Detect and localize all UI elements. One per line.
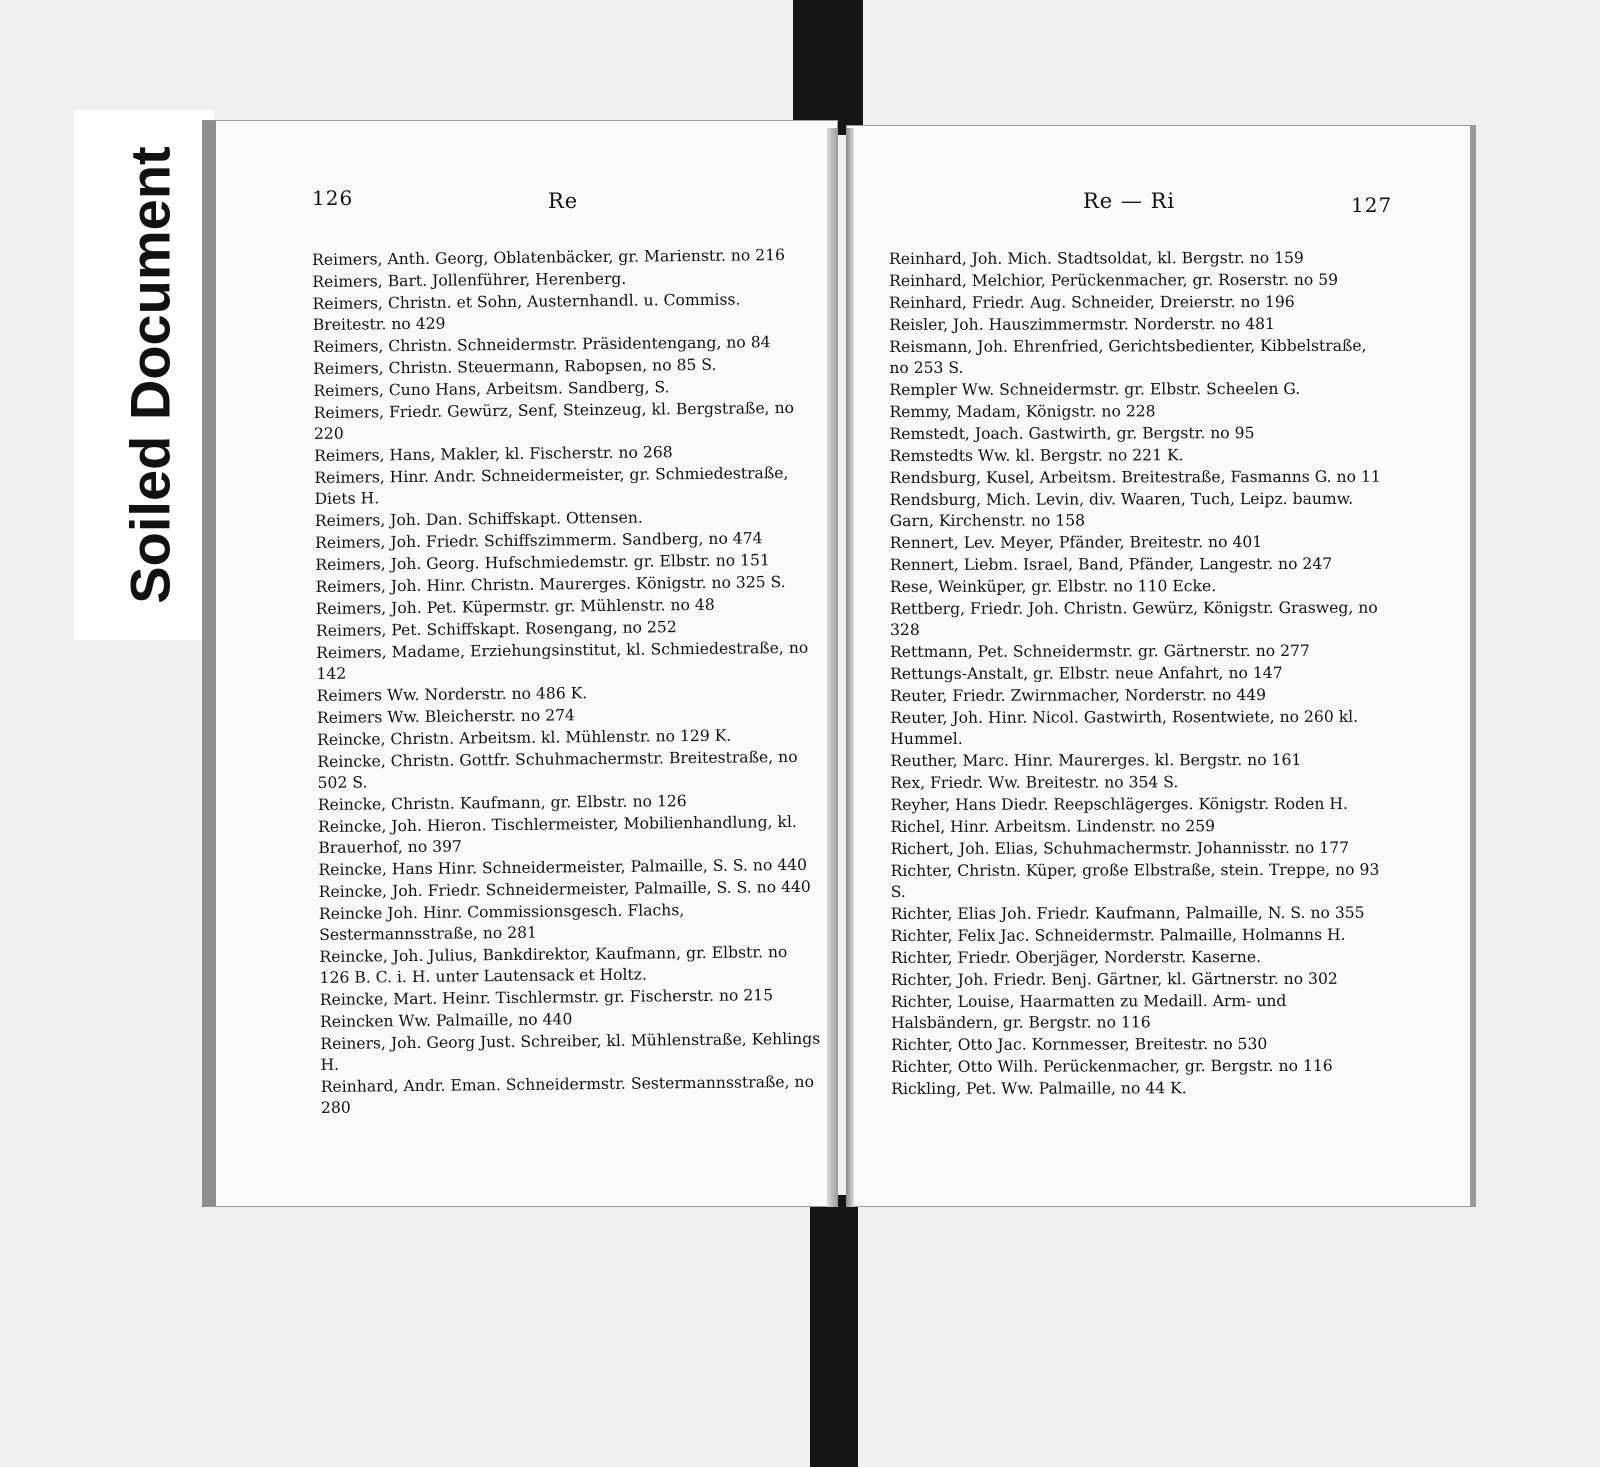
- binding-strip-top: [793, 0, 863, 135]
- left-page-number: 126: [312, 186, 354, 210]
- directory-entry: Reincke, Christn. Kaufmann, gr. Elbstr. no 126: [317, 792, 687, 814]
- right-page-number: 127: [1351, 193, 1393, 217]
- directory-entry: Richter, Christn. Küper, große Elbstraße, stein. Treppe, no 93 S.: [890, 860, 1380, 901]
- directory-entry: Richter, Louise, Haarmatten zu Medaill. Arm- und Halsbändern, gr. Bergstr. no 116: [890, 991, 1287, 1032]
- directory-entry: Rex, Friedr. Ww. Breitestr. no 354 S.: [890, 773, 1179, 792]
- directory-entry: Reimers, Christn. Schneidermstr. Präsidentengang, no 84: [312, 333, 771, 356]
- right-directory-entries: [889, 248, 1391, 1101]
- directory-entry: Rickling, Pet. Ww. Palmaille, no 44 K.: [891, 1079, 1187, 1098]
- directory-entry: Remmy, Madam, Königstr. no 228: [889, 402, 1156, 421]
- directory-entry: Reimers, Christn. Steuermann, Rabopsen, no 85 S.: [313, 355, 717, 378]
- directory-entry: Remstedt, Joach. Gastwirth, gr. Bergstr. no 95: [889, 424, 1255, 443]
- directory-entry: Rettungs-Anstalt, gr. Elbstr. neue Anfahrt, no 147: [890, 663, 1283, 683]
- directory-entry: Rendsburg, Mich. Levin, div. Waaren, Tuch, Leipz. baumw. Garn, Kirchenstr. no 158: [889, 489, 1354, 530]
- directory-entry: Reimers, Hinr. Andr. Schneidermeister, gr. Schmiedestraße, Diets H.: [314, 464, 789, 508]
- directory-entry: Reimers, Joh. Dan. Schiffskapt. Ottensen.: [314, 508, 643, 530]
- binding-strip-bottom: [810, 1195, 858, 1467]
- directory-entry: Reimers, Christn. et Sohn, Austernhandl. u. Commiss. Breitestr. no 429: [312, 290, 741, 334]
- directory-entry: Reimers Ww. Bleicherstr. no 274: [316, 706, 576, 727]
- directory-entry: Reincke, Joh. Julius, Bankdirektor, Kaufmann, gr. Elbstr. no 126 B. C. i. H. unter Lautensack et Holtz.: [319, 943, 788, 987]
- directory-entry: Rettmann, Pet. Schneidermstr. gr. Gärtnerstr. no 277: [890, 641, 1310, 661]
- directory-entry: Reincke, Hans Hinr. Schneidermeister, Palmaille, S. S. no 440: [318, 855, 808, 879]
- directory-entry: Rempler Ww. Schneidermstr. gr. Elbstr. Scheelen G.: [889, 379, 1301, 399]
- gutter-shadow-left: [827, 128, 838, 1207]
- directory-entry: Reimers, Hans, Makler, kl. Fischerstr. no 268: [314, 443, 673, 465]
- directory-entry: Reiners, Joh. Georg Just. Schreiber, kl. Mühlenstraße, Kehlings H.: [320, 1029, 821, 1074]
- directory-entry: Richter, Otto Wilh. Perückenmacher, gr. Bergstr. no 116: [891, 1056, 1333, 1076]
- directory-entry: Reimers, Joh. Georg. Hufschmiedemstr. gr. Elbstr. no 151: [315, 551, 770, 574]
- directory-entry: Reincke, Joh. Friedr. Schneidermeister, Palmaille, S. S. no 440: [318, 877, 811, 901]
- directory-entry: Richert, Joh. Elias, Schuhmachermstr. Johannisstr. no 177: [890, 838, 1350, 858]
- directory-entry: Reincke, Mart. Heinr. Tischlermstr. gr. Fischerstr. no 215: [319, 986, 774, 1009]
- directory-entry: Reinhard, Joh. Mich. Stadtsoldat, kl. Bergstr. no 159: [889, 248, 1304, 268]
- directory-entry: Richter, Elias Joh. Friedr. Kaufmann, Palmaille, N. S. no 355: [890, 903, 1365, 923]
- directory-entry: Reincke, Christn. Gottfr. Schuhmachermstr. Breitestraße, no 502 S.: [317, 747, 798, 792]
- directory-entry: Reimers Ww. Norderstr. no 486 K.: [316, 684, 588, 705]
- directory-entry: Richter, Joh. Friedr. Benj. Gärtner, kl. Gärtnerstr. no 302: [890, 969, 1338, 989]
- directory-entry: Reincke Joh. Hinr. Commissionsgesch. Flachs, Sestermannsstraße, no 281: [318, 901, 685, 944]
- directory-entry: Reuter, Joh. Hinr. Nicol. Gastwirth, Rosentwiete, no 260 kl. Hummel.: [890, 707, 1359, 748]
- directory-entry: Reuther, Marc. Hinr. Maurerges. kl. Bergstr. no 161: [890, 750, 1302, 770]
- gutter-shadow-right: [846, 128, 854, 1207]
- directory-entry: Richter, Felix Jac. Schneidermstr. Palmaille, Holmanns H.: [890, 925, 1346, 945]
- soiled-document-stamp: Soiled Document: [118, 146, 182, 604]
- directory-entry: Reincke, Joh. Hieron. Tischlermeister, Mobilienhandlung, kl. Brauerhof, no 397: [317, 812, 797, 857]
- directory-entry: Reimers, Friedr. Gewürz, Senf, Steinzeug, kl. Bergstraße, no 220: [313, 398, 795, 443]
- directory-entry: Rennert, Liebm. Israel, Band, Pfänder, Langestr. no 247: [889, 554, 1333, 574]
- left-page-header: Re: [548, 189, 579, 213]
- directory-entry: Reimers, Madame, Erziehungsinstitut, kl. Schmiedestraße, no 142: [316, 638, 809, 683]
- directory-entry: Reimers, Joh. Friedr. Schiffszimmerm. Sandberg, no 474: [314, 529, 763, 552]
- directory-entry: Reimers, Pet. Schiffskapt. Rosengang, no 252: [315, 618, 677, 640]
- directory-entry: Reisler, Joh. Hauszimmermstr. Norderstr. no 481: [889, 314, 1275, 334]
- directory-entry: Reimers, Joh. Pet. Küpermstr. gr. Mühlenstr. no 48: [315, 595, 715, 618]
- directory-entry: Reuter, Friedr. Zwirnmacher, Norderstr. no 449: [890, 686, 1267, 705]
- directory-entry: Reimers, Bart. Jollenführer, Herenberg.: [312, 269, 627, 291]
- directory-entry: Reismann, Joh. Ehrenfried, Gerichtsbedienter, Kibbelstraße, no 253 S.: [889, 336, 1367, 377]
- directory-entry: Reinhard, Andr. Eman. Schneidermstr. Sestermannsstraße, no 280: [320, 1072, 815, 1117]
- directory-entry: Rennert, Lev. Meyer, Pfänder, Breitestr. no 401: [889, 533, 1263, 552]
- directory-entry: Reincke, Christn. Arbeitsm. kl. Mühlenstr. no 129 K.: [317, 726, 732, 749]
- directory-entry: Richter, Otto Jac. Kornmesser, Breitestr. no 530: [891, 1035, 1268, 1054]
- directory-entry: Reimers, Joh. Hinr. Christn. Maurerges. Königstr. no 325 S.: [315, 573, 786, 596]
- directory-entry: Rettberg, Friedr. Joh. Christn. Gewürz, Königstr. Grasweg, no 328: [889, 598, 1378, 639]
- left-directory-entries: [312, 245, 821, 1120]
- directory-entry: Rese, Weinküper, gr. Elbstr. no 110 Ecke.: [889, 577, 1217, 596]
- directory-entry: Reinhard, Friedr. Aug. Schneider, Dreierstr. no 196: [889, 292, 1295, 312]
- directory-entry: Reimers, Anth. Georg, Oblatenbäcker, gr. Marienstr. no 216: [312, 246, 786, 269]
- directory-entry: Reyher, Hans Diedr. Reepschlägerges. Königstr. Roden H.: [890, 794, 1348, 814]
- right-page-header: Re — Ri: [1083, 189, 1176, 213]
- directory-entry: Richter, Friedr. Oberjäger, Norderstr. Kaserne.: [890, 948, 1262, 967]
- directory-entry: Rendsburg, Kusel, Arbeitsm. Breitestraße, Fasmanns G. no 11: [889, 467, 1381, 487]
- directory-entry: Richel, Hinr. Arbeitsm. Lindenstr. no 259: [890, 817, 1216, 836]
- directory-entry: Reinhard, Melchior, Perückenmacher, gr. Roserstr. no 59: [889, 270, 1339, 290]
- directory-entry: Reimers, Cuno Hans, Arbeitsm. Sandberg, S.: [313, 378, 670, 400]
- directory-entry: Remstedts Ww. kl. Bergstr. no 221 K.: [889, 446, 1184, 465]
- directory-entry: Reincken Ww. Palmaille, no 440: [319, 1010, 573, 1031]
